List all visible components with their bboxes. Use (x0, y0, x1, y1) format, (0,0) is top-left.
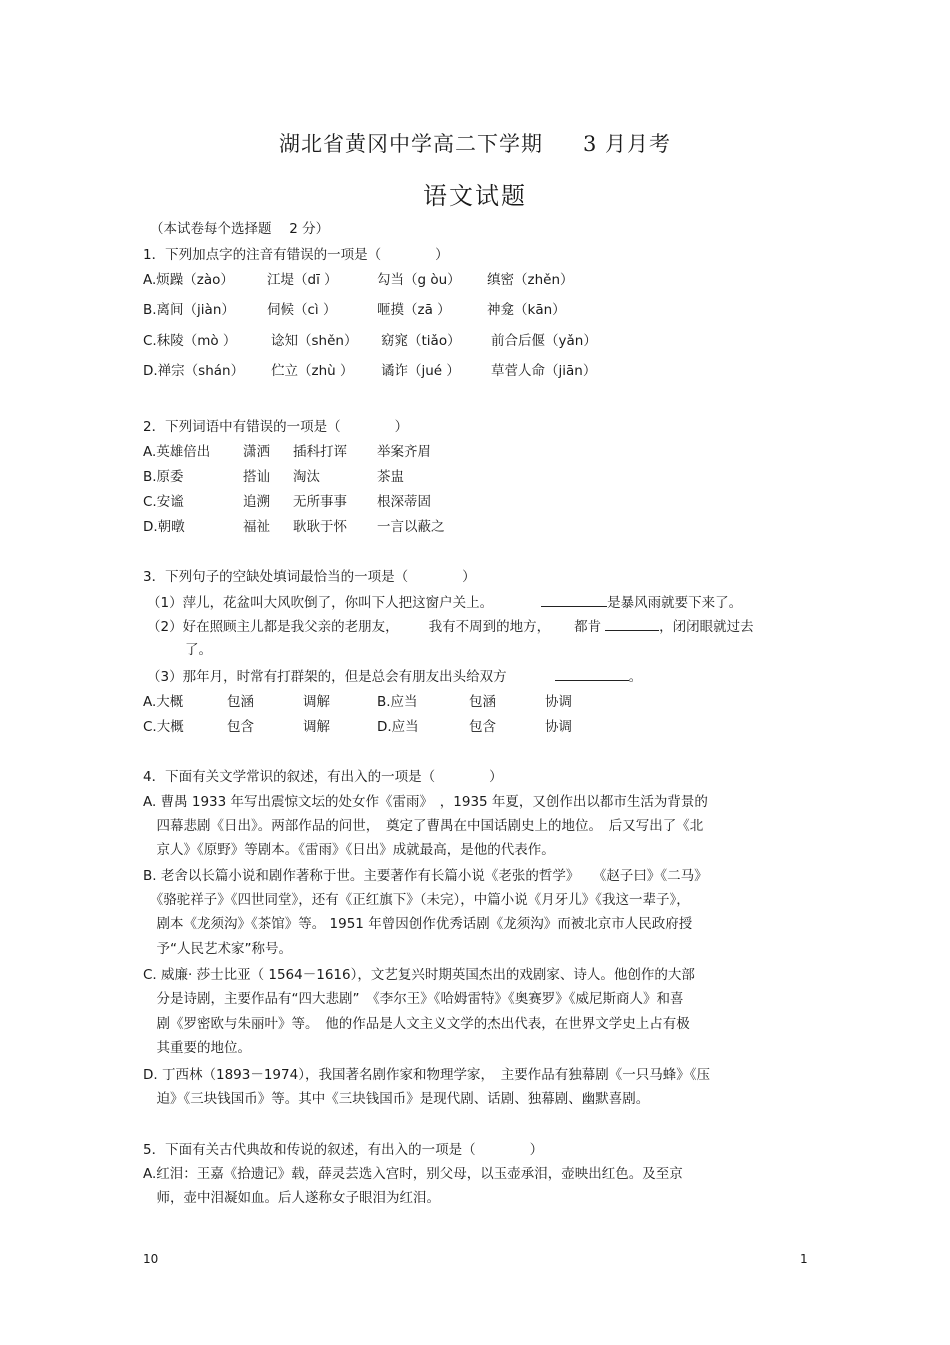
q4-line: 其重要的地位。 (143, 1040, 251, 1056)
q5-line: A.红泪：王嘉《拾遗记》载，薛灵芸选入宫时，别父母，以玉壶承泪，壶映出红色。及至京 (143, 1166, 683, 1182)
q3-options-row-2 (143, 718, 572, 736)
q3-s1-tail: 是暴风雨就要下来了。 (607, 595, 743, 611)
q1-c-4: 前合后偃（yǎn） (491, 333, 597, 349)
q3-opt-c-3: 调解 (303, 719, 330, 735)
q4-line: A. 曹禺 1933 年写出震惊文坛的处女作《雷雨》 ，1935 年夏，又创作出以都市生活为背景的 (143, 794, 708, 810)
q4-line: 分是诗剧，主要作品有“四大悲剧” 《李尔王》《哈姆雷特》《奥赛罗》《威尼斯商人》和喜 (143, 991, 684, 1007)
q3-opt-b-1: B.应当 (377, 694, 418, 710)
q1-d-2: 伫立（zhù ） (271, 363, 354, 379)
q1-d-4: 草菅人命（jiān） (491, 363, 597, 379)
q3-s2-text: （2）好在照顾主儿都是我父亲的老朋友， (147, 619, 399, 635)
q1-b-1: B.离间（jiàn） (143, 302, 235, 318)
q3-opt-a-2: 包涵 (227, 694, 254, 710)
page-number: 1 (800, 1252, 808, 1266)
q3-s3-blank (555, 666, 629, 681)
q4-line: 迫》《三块钱国币》等。其中《三块钱国币》是现代剧、话剧、独幕剧、幽默喜剧。 (143, 1091, 650, 1107)
q1-a-2: 江堤（dī ） (267, 272, 338, 288)
q4-line: 京人》《原野》等剧本。《雷雨》《日出》成就最高，是他的代表作。 (143, 842, 555, 858)
q1-a-1: A.烦躁（zào） (143, 272, 234, 288)
q1-stem: 1．下列加点字的注音有错误的一项是（ ） (143, 247, 449, 263)
q2-c-1: C.安谧 (143, 494, 184, 510)
q2-a-2: 潇洒 (243, 444, 270, 460)
q3-opt-c-2: 包含 (227, 719, 254, 735)
q3-sentence-1 (147, 592, 742, 612)
q2-b-1: B.原委 (143, 469, 184, 485)
q2-option-b (143, 468, 404, 486)
q4-line: 予“人民艺术家”称号。 (143, 941, 292, 957)
q4-line: D. 丁西林（1893－1974），我国著名剧作家和物理学家， 主要作品有独幕剧《一只马蜂》《压 (143, 1067, 710, 1083)
q1-a-3: 勾当（g òu） (377, 272, 461, 288)
q3-opt-b-3: 协调 (545, 694, 572, 710)
exam-subtitle: 语文试题 (423, 182, 527, 210)
q2-a-3: 插科打诨 (293, 444, 347, 460)
q1-d-1: D.禅宗（shán） (143, 363, 245, 379)
q4-line: B. 老舍以长篇小说和剧作著称于世。主要著作有长篇小说《老张的哲学》 《赵子曰》《二马》 (143, 868, 708, 884)
q3-s1-blank (541, 592, 607, 607)
exam-title (0, 128, 950, 158)
q1-c-3: 窈窕（tiǎo） (381, 333, 461, 349)
q3-opt-b-2: 包涵 (469, 694, 496, 710)
title-main: 湖北省黄冈中学高二下学期 (278, 132, 543, 156)
q1-option-b (143, 301, 566, 319)
q3-stem: 3．下列句子的空缺处填词最恰当的一项是（ ） (143, 569, 476, 585)
q1-c-1: C.秣陵（mò ） (143, 333, 237, 349)
q4-line: C. 威廉· 莎士比亚（ 1564－1616），文艺复兴时期英国杰出的戏剧家、诗人。他创作的大部 (143, 967, 695, 983)
footer-left-number: 10 (143, 1252, 159, 1266)
q1-a-4: 缜密（zhěn） (487, 272, 574, 288)
q3-sentence-2-cont: 了。 (185, 642, 212, 658)
q2-option-d (143, 518, 445, 536)
q4-stem: 4．下面有关文学常识的叙述，有出入的一项是（ ） (143, 769, 503, 785)
q2-stem: 2．下列词语中有错误的一项是（ ） (143, 419, 409, 435)
q5-stem: 5．下面有关古代典故和传说的叙述，有出入的一项是（ ） (143, 1142, 544, 1158)
q3-opt-c-1: C.大概 (143, 719, 184, 735)
q3-opt-d-2: 包含 (469, 719, 496, 735)
q1-option-c (143, 332, 597, 350)
q3-s3-text: （3）那年月，时常有打群架的，但是总会有朋友出头给双方 (147, 669, 507, 685)
q2-a-1: A.英雄倍出 (143, 444, 211, 460)
q2-c-3: 无所事事 (293, 494, 347, 510)
q3-opt-d-3: 协调 (545, 719, 572, 735)
q1-c-2: 谂知（shěn） (271, 333, 358, 349)
q1-d-3: 谲诈（jué ） (381, 363, 460, 379)
q5-line: 师，壶中泪凝如血。后人遂称女子眼泪为红泪。 (143, 1190, 440, 1206)
q2-d-4: 一言以蔽之 (377, 519, 445, 535)
q1-b-2: 伺候（cì ） (267, 302, 337, 318)
q3-options-row-1 (143, 693, 572, 711)
q4-line: 《骆驼祥子》《四世同堂》，还有《正红旗下》（未完），中篇小说《月牙儿》《我这一辈子》， (143, 892, 690, 908)
q2-option-c (143, 493, 431, 511)
q4-line: 剧本《龙须沟》《茶馆》等。 1951 年曾因创作优秀话剧《龙须沟》而被北京市人民政府授 (143, 916, 693, 932)
q2-d-1: D.朝暾 (143, 519, 185, 535)
q3-sentence-2 (147, 616, 754, 636)
q2-b-2: 搭讪 (243, 469, 270, 485)
q3-opt-a-3: 调解 (303, 694, 330, 710)
q3-s1-text: （1）萍儿，花盆叫大风吹倒了，你叫下人把这窗户关上。 (147, 595, 494, 611)
q3-sentence-3 (147, 666, 642, 686)
q3-opt-a-1: A.大概 (143, 694, 184, 710)
q2-d-3: 耿耿于怀 (293, 519, 347, 535)
score-note: （本试卷每个选择题 2 分） (150, 221, 330, 237)
q2-c-4: 根深蒂固 (377, 494, 431, 510)
q3-s2-tail: ，闭闭眼就过去 (659, 619, 754, 635)
q1-b-3: 咂摸（zā ） (377, 302, 451, 318)
q3-s2-blank (605, 616, 659, 631)
q2-b-4: 茶盅 (377, 469, 404, 485)
q4-line: 四幕悲剧《日出》。两部作品的问世， 奠定了曹禺在中国话剧史上的地位。 后又写出了《北 (143, 818, 704, 834)
q3-opt-d-1: D.应当 (377, 719, 419, 735)
q1-option-d (143, 362, 596, 380)
q3-s2-word: 都肯 (574, 619, 602, 635)
q2-d-2: 福祉 (243, 519, 270, 535)
q2-b-3: 淘汰 (293, 469, 320, 485)
q2-a-4: 举案齐眉 (377, 444, 431, 460)
q1-b-4: 神龛（kān） (487, 302, 566, 318)
q3-s3-tail: 。 (628, 669, 643, 685)
q3-s2-mid: 我有不周到的地方， (428, 619, 551, 635)
q4-line: 剧《罗密欧与朱丽叶》等。 他的作品是人文主义文学的杰出代表，在世界文学史上占有极 (143, 1016, 690, 1032)
q2-option-a (143, 443, 431, 461)
q2-c-2: 追溯 (243, 494, 270, 510)
title-month: 3 月月考 (582, 132, 672, 156)
q1-option-a (143, 271, 574, 289)
